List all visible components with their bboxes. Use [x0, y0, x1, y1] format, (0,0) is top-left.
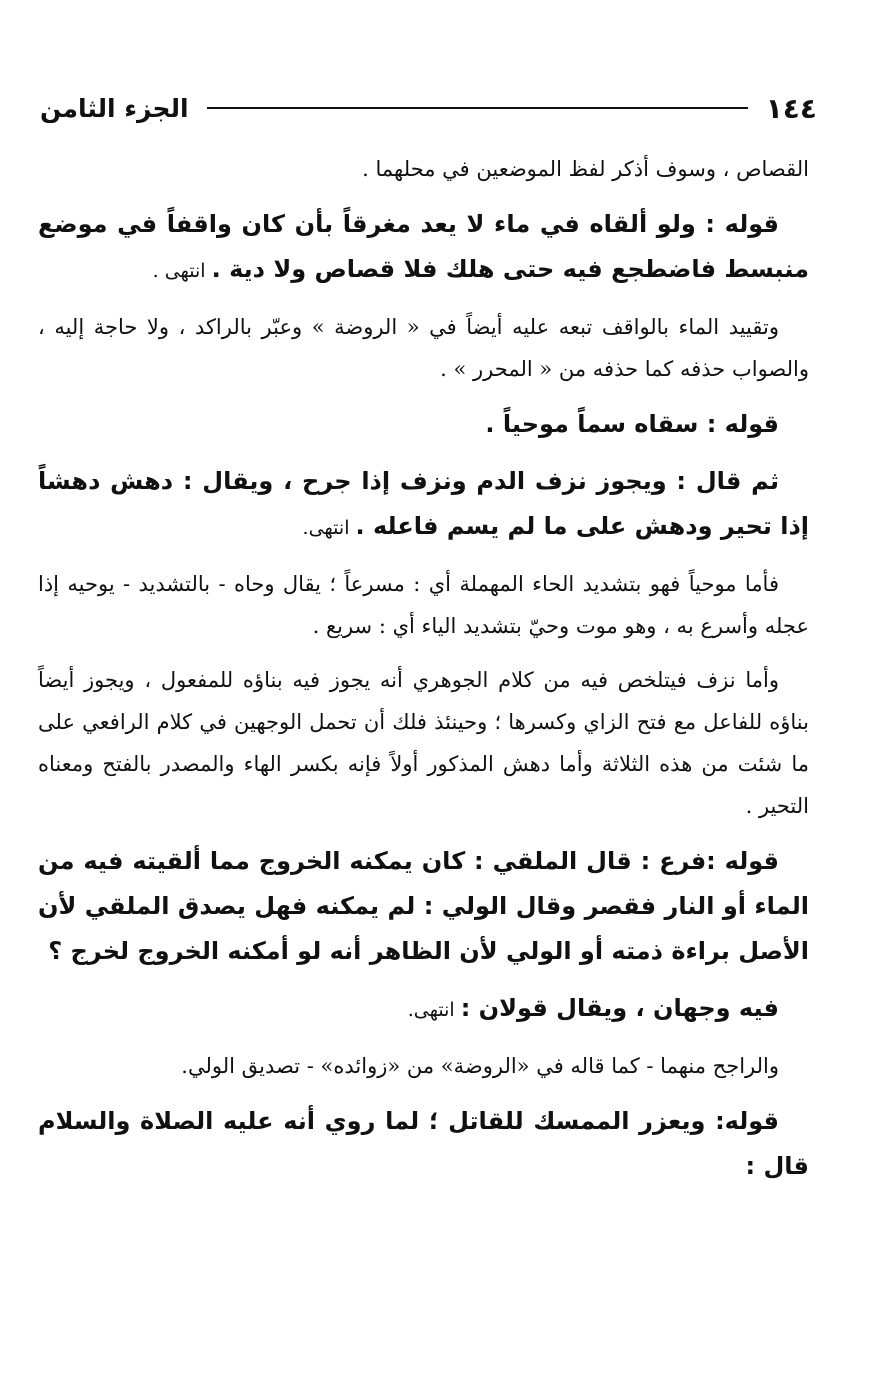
- page-number: ١٤٤: [765, 91, 817, 125]
- quoted-text: قوله : سقاه سماً موحياً .: [485, 410, 779, 438]
- page-header: [40, 88, 817, 128]
- commentary-paragraph: [38, 306, 809, 390]
- quoted-passage: [38, 202, 809, 294]
- running-title: الجزء الثامن: [40, 93, 189, 123]
- quoted-text: قوله :فرع : قال الملقي : كان يمكنه الخروج مما ألقيته فيه من الماء أو النار فقصر وقال الولي : لم يمكنه فهل يصدق الملقي لأن الأصل براءة ذمته أو الولي لأن الظاهر أنه لو أمكنه الخروج لخرج ؟: [38, 847, 809, 965]
- paragraph-text: وتقييد الماء بالواقف تبعه عليه أيضاً في « الروضة » وعبّر بالراكد ، ولا حاجة إليه ، والصواب حذفه كما حذفه من « المحرر » .: [38, 315, 809, 381]
- quoted-text: قوله : ولو ألقاه في ماء لا يعد مغرقاً بأن كان واقفاً في موضع منبسط فاضطجع فيه حتى هلك فلا قصاص ولا دية .: [38, 210, 809, 283]
- commentary-paragraph: [38, 659, 809, 827]
- quote-end-marker: انتهى.: [302, 517, 356, 539]
- quoted-passage: [38, 1099, 809, 1189]
- paragraph-text: فأما موحياً فهو بتشديد الحاء المهملة أي : مسرعاً ؛ يقال وحاه - بالتشديد - يوحيه إذا عجله وأسرع به ، وهو موت وحيّ بتشديد الياء أي : سريع .: [38, 572, 809, 638]
- quote-end-marker: انتهى .: [152, 260, 212, 282]
- quoted-passage: [38, 402, 809, 447]
- commentary-paragraph: [38, 563, 809, 647]
- page-body: [38, 148, 809, 1201]
- paragraph-continuation: [38, 148, 809, 190]
- quoted-text: قوله: ويعزر الممسك للقاتل ؛ لما روي أنه عليه الصلاة والسلام قال :: [38, 1107, 809, 1180]
- quoted-passage: [38, 986, 809, 1033]
- quoted-text: فيه وجهان ، ويقال قولان :: [460, 994, 779, 1022]
- commentary-paragraph: [38, 1045, 809, 1087]
- paragraph-text: القصاص ، وسوف أذكر لفظ الموضعين في محلهما .: [362, 157, 809, 181]
- paragraph-text: والراجح منهما - كما قاله في «الروضة» من «زوائده» - تصديق الولي.: [181, 1054, 779, 1078]
- paragraph-text: وأما نزف فيتلخص فيه من كلام الجوهري أنه يجوز فيه بناؤه للمفعول ، ويجوز أيضاً بناؤه للفاعل مع فتح الزاي وكسرها ؛ وحينئذ فلك أن تحمل الوجهين في كلام الرافعي على ما شئت من هذه الثلاثة وأما دهش المذكور أولاً فإنه بكسر الهاء والمصدر بالفتح ومعناه التحير .: [38, 668, 809, 818]
- quoted-passage: [38, 459, 809, 551]
- quoted-passage: [38, 839, 809, 974]
- quoted-text: ثم قال : ويجوز نزف الدم ونزف إذا جرح ، ويقال : دهش دهشاً إذا تحير ودهش على ما لم يسم فاعله .: [38, 467, 809, 540]
- quote-end-marker: انتهى.: [407, 999, 461, 1021]
- header-rule: [207, 107, 748, 109]
